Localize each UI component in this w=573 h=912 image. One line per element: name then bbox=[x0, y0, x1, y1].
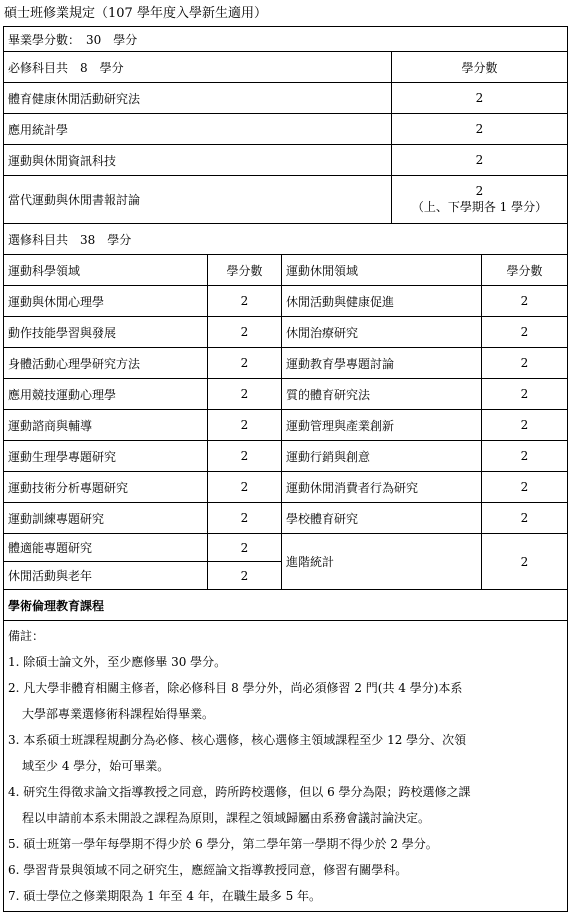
table-row bbox=[4, 145, 568, 176]
right-course-name: 進階統計 bbox=[282, 534, 482, 590]
left-course-credit: 2 bbox=[208, 503, 282, 534]
left-course-credit: 2 bbox=[208, 472, 282, 503]
table-row bbox=[4, 472, 568, 503]
note-item-continuation: 域至少 4 學分，始可畢業。 bbox=[22, 759, 170, 773]
requirements-table bbox=[3, 26, 568, 912]
required-course-name: 應用統計學 bbox=[4, 114, 392, 145]
notes-heading: 備註： bbox=[8, 629, 45, 643]
table-row bbox=[4, 114, 568, 145]
right-course-credit: 2 bbox=[482, 286, 568, 317]
table-row bbox=[4, 286, 568, 317]
table-row bbox=[4, 503, 568, 534]
credit-value: 2 bbox=[475, 184, 484, 198]
right-course-credit: 2 bbox=[482, 410, 568, 441]
graduation-credits: 畢業學分數： 30 學分 bbox=[4, 27, 568, 52]
left-course-credit: 2 bbox=[208, 410, 282, 441]
right-course-credit: 2 bbox=[482, 348, 568, 379]
required-course-credit bbox=[392, 176, 568, 224]
elective-header-label: 選修科目共 38 學分 bbox=[4, 224, 568, 255]
required-course-credit: 2 bbox=[392, 145, 568, 176]
right-course-credit: 2 bbox=[482, 534, 568, 590]
right-course-credit: 2 bbox=[482, 503, 568, 534]
note-item: 1. 除碩士論文外，至少應修畢 30 學分。 bbox=[8, 655, 227, 669]
left-course-credit: 2 bbox=[208, 562, 282, 590]
note-item: 5. 碩士班第一學年每學期不得少於 6 學分，第二學年第一學期不得少於 2 學分。 bbox=[8, 837, 438, 851]
table-row bbox=[4, 379, 568, 410]
note-item-continuation: 程以申請前本系未開設之課程為原則，課程之領域歸屬由系務會議討論決定。 bbox=[22, 811, 431, 825]
note-item: 2. 凡大學非體育相關主修者，除必修科目 8 學分外，尚必須修習 2 門(共 4 學分)本系 bbox=[8, 681, 463, 695]
note-item-continuation: 大學部專業選修術科課程始得畢業。 bbox=[22, 707, 215, 721]
table-row bbox=[4, 176, 568, 224]
left-course-name: 運動生理學專題研究 bbox=[4, 441, 208, 472]
right-course-credit: 2 bbox=[482, 472, 568, 503]
credit-note: （上、下學期各 1 學分） bbox=[411, 200, 548, 214]
left-course-credit: 2 bbox=[208, 441, 282, 472]
right-course-name: 休閒活動與健康促進 bbox=[282, 286, 482, 317]
right-course-credit: 2 bbox=[482, 317, 568, 348]
table-row bbox=[4, 441, 568, 472]
left-course-credit: 2 bbox=[208, 534, 282, 562]
table-row bbox=[4, 83, 568, 114]
right-course-name: 學校體育研究 bbox=[282, 503, 482, 534]
left-course-name: 應用競技運動心理學 bbox=[4, 379, 208, 410]
left-course-name: 運動諮商與輔導 bbox=[4, 410, 208, 441]
left-course-name: 體適能專題研究 bbox=[4, 534, 208, 562]
required-header-label: 必修科目共 8 學分 bbox=[4, 52, 392, 83]
left-course-name: 動作技能學習與發展 bbox=[4, 317, 208, 348]
required-course-name: 體育健康休閒活動研究法 bbox=[4, 83, 392, 114]
note-item: 6. 學習背景與領域不同之研究生，應經論文指導教授同意，修習有關學科。 bbox=[8, 863, 408, 877]
ethics-course-row bbox=[4, 590, 568, 621]
left-course-credit: 2 bbox=[208, 286, 282, 317]
table-row bbox=[4, 317, 568, 348]
right-course-name: 質的體育研究法 bbox=[282, 379, 482, 410]
left-domain-header: 運動科學領域 bbox=[4, 255, 208, 286]
requirements-table-container bbox=[3, 26, 567, 903]
table-row bbox=[4, 348, 568, 379]
required-credit-header: 學分數 bbox=[392, 52, 568, 83]
left-course-name: 身體活動心理學研究方法 bbox=[4, 348, 208, 379]
right-course-name: 休閒治療研究 bbox=[282, 317, 482, 348]
right-course-name: 運動休閒消費者行為研究 bbox=[282, 472, 482, 503]
right-course-name: 運動行銷與創意 bbox=[282, 441, 482, 472]
note-item: 3. 本系碩士班課程規劃分為必修、核心選修，核心選修主領域課程至少 12 學分、次領 bbox=[8, 733, 467, 747]
left-course-name: 運動與休閒心理學 bbox=[4, 286, 208, 317]
table-row bbox=[4, 410, 568, 441]
required-course-credit: 2 bbox=[392, 83, 568, 114]
note-item: 4. 研究生得徵求論文指導教授之同意，跨所跨校選修，但以 6 學分為限；跨校選修之課 bbox=[8, 785, 471, 799]
required-header-row bbox=[4, 52, 568, 83]
required-course-name: 當代運動與休閒書報討論 bbox=[4, 176, 392, 224]
elective-header-row bbox=[4, 224, 568, 255]
notes-row bbox=[4, 621, 568, 912]
table-row bbox=[4, 534, 568, 562]
left-credit-header: 學分數 bbox=[208, 255, 282, 286]
left-course-credit: 2 bbox=[208, 348, 282, 379]
left-course-credit: 2 bbox=[208, 379, 282, 410]
left-course-name: 休閒活動與老年 bbox=[4, 562, 208, 590]
notes-cell bbox=[4, 621, 568, 912]
required-course-name: 運動與休閒資訊科技 bbox=[4, 145, 392, 176]
right-course-credit: 2 bbox=[482, 441, 568, 472]
page-title: 碩士班修業規定（107 學年度入學新生適用） bbox=[4, 6, 267, 21]
right-course-name: 運動教育學專題討論 bbox=[282, 348, 482, 379]
right-domain-header: 運動休閒領域 bbox=[282, 255, 482, 286]
left-course-credit: 2 bbox=[208, 317, 282, 348]
right-course-name: 運動管理與產業創新 bbox=[282, 410, 482, 441]
graduation-credits-row bbox=[4, 27, 568, 52]
elective-domain-header-row bbox=[4, 255, 568, 286]
ethics-course-label: 學術倫理教育課程 bbox=[4, 590, 568, 621]
required-course-credit: 2 bbox=[392, 114, 568, 145]
right-credit-header: 學分數 bbox=[482, 255, 568, 286]
right-course-credit: 2 bbox=[482, 379, 568, 410]
left-course-name: 運動技術分析專題研究 bbox=[4, 472, 208, 503]
left-course-name: 運動訓練專題研究 bbox=[4, 503, 208, 534]
note-item: 7. 碩士學位之修業期限為 1 年至 4 年，在職生最多 5 年。 bbox=[8, 889, 322, 903]
